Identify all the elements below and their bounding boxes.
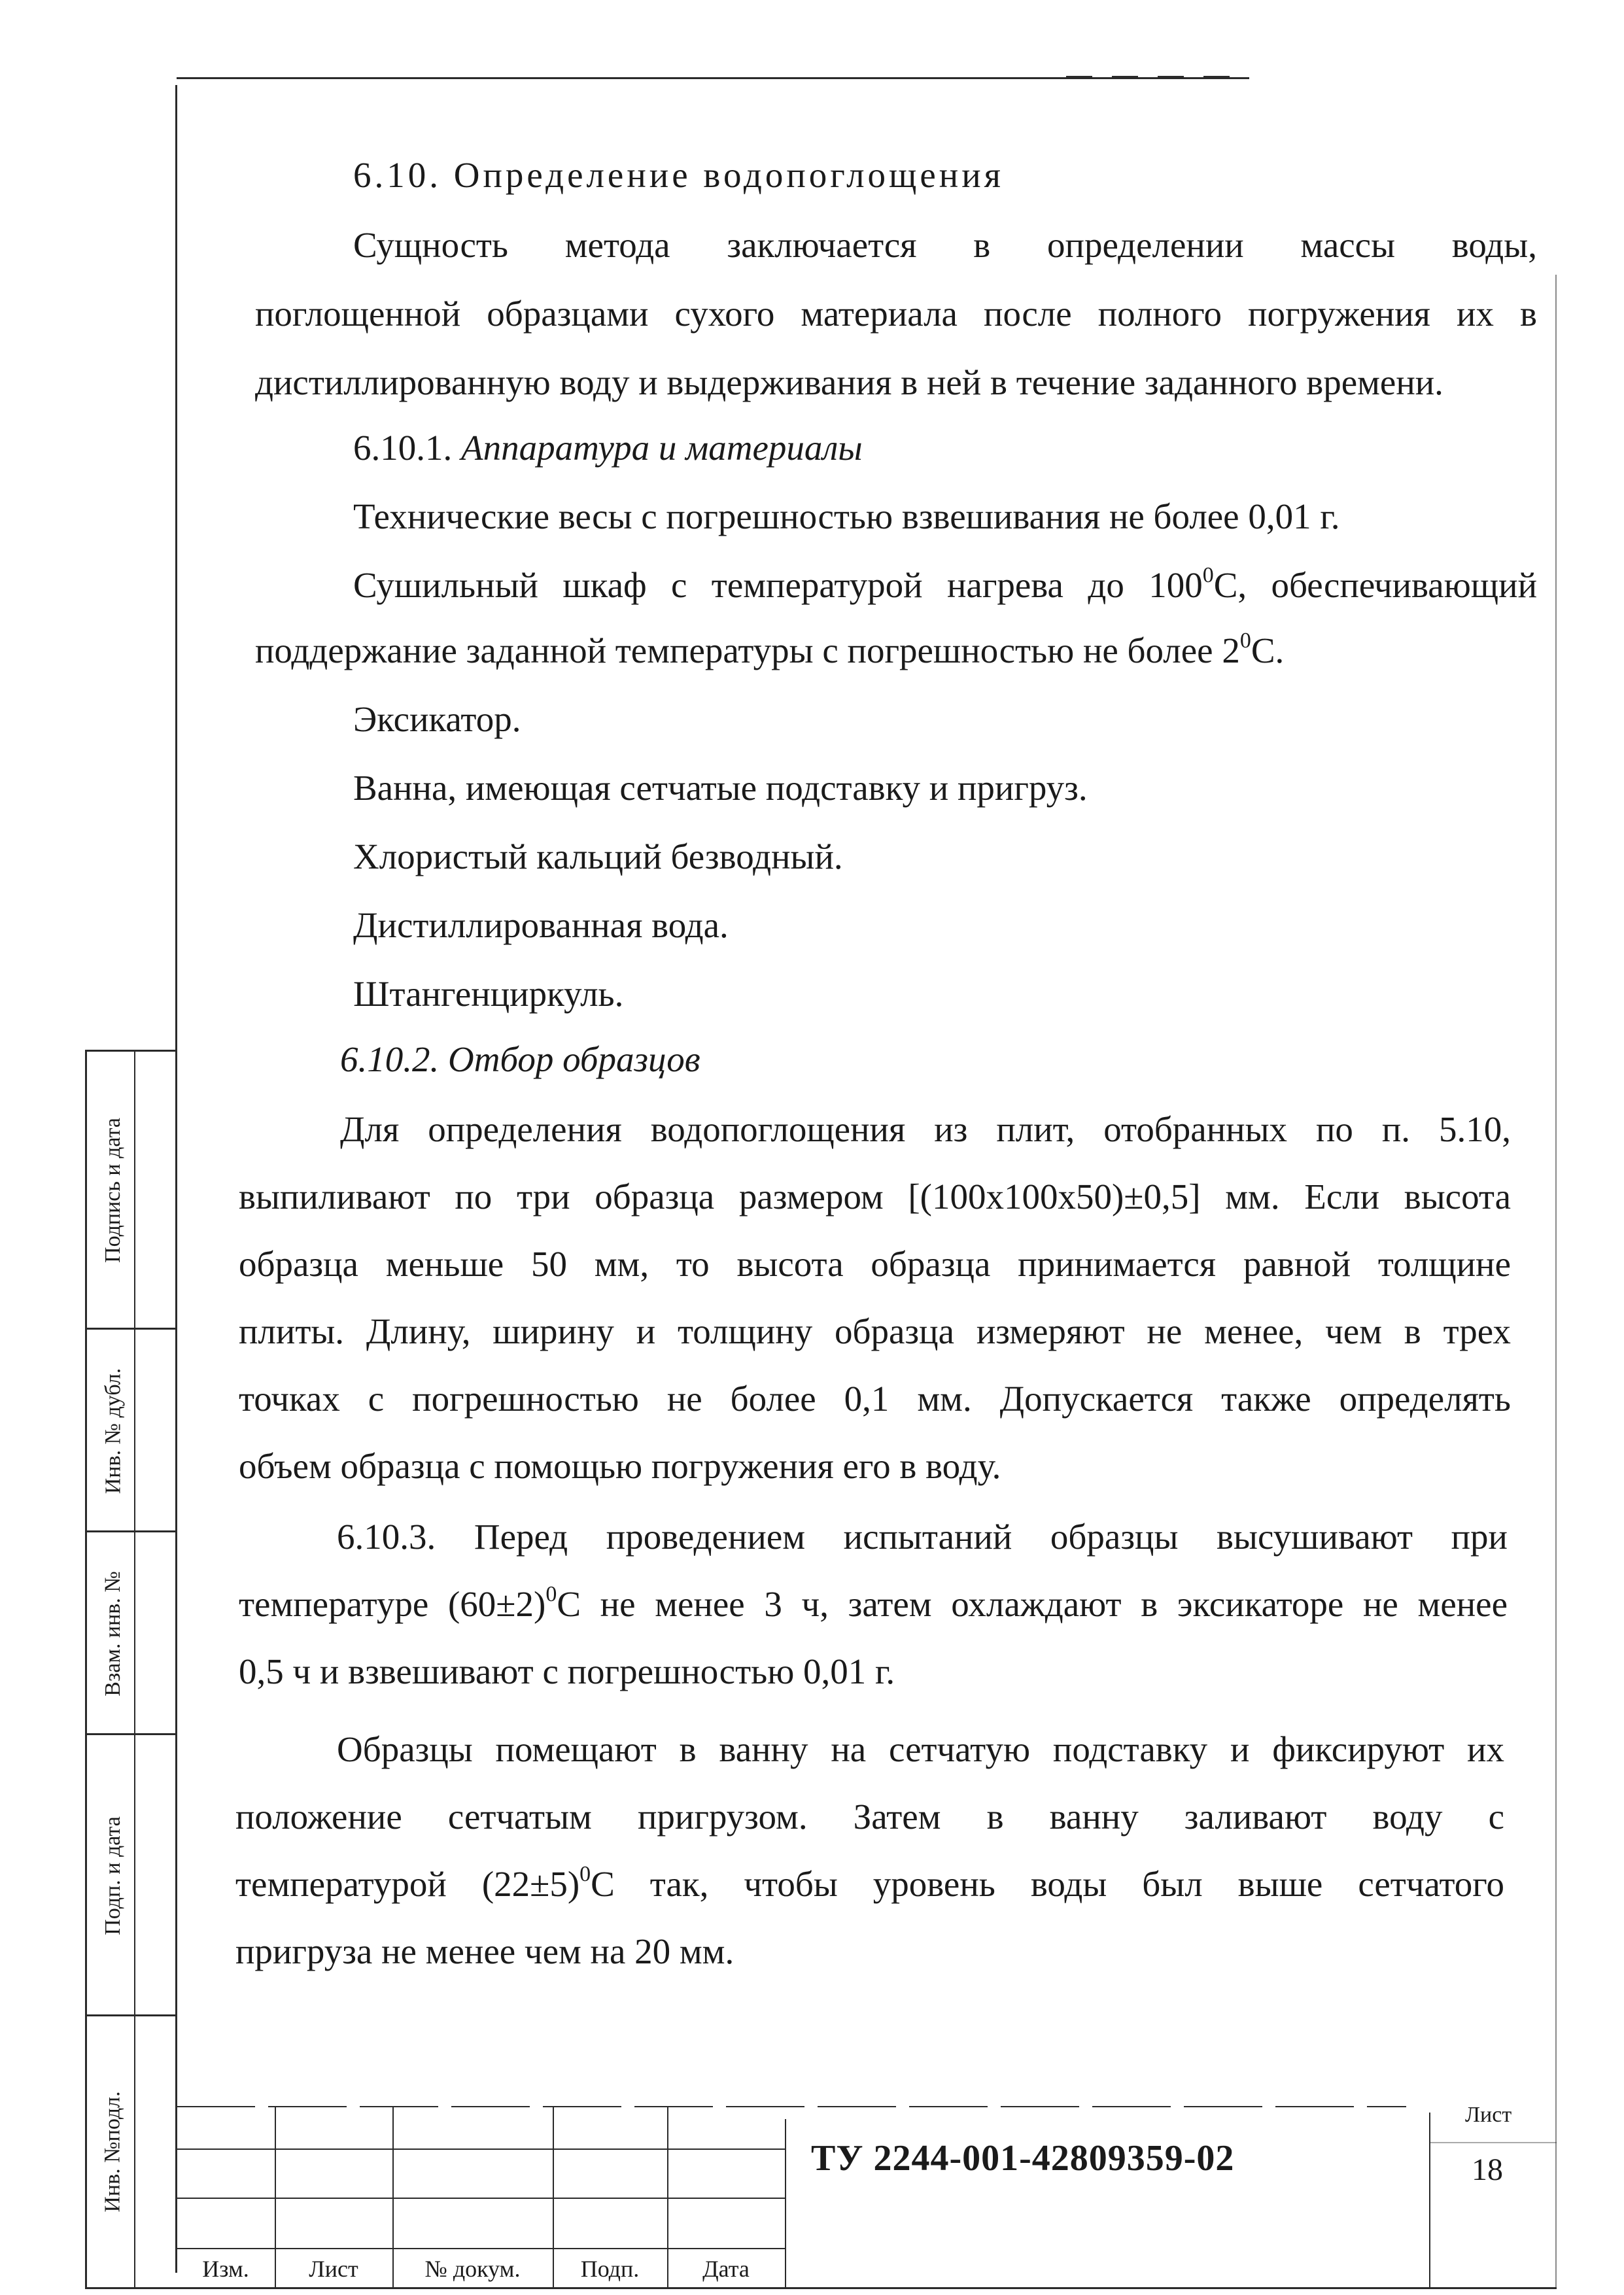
frame-top-dash xyxy=(1066,76,1236,77)
p2-line-5: точках с погрешностью не более 0,1 мм. Допускается также определять xyxy=(239,1379,1511,1419)
p2-line-2: выпиливают по три образца размером [(100x100x50)±0,5] мм. Если высота xyxy=(239,1177,1511,1217)
p4-line-4: пригруза не менее чем на 20 мм. xyxy=(235,1931,734,1971)
item-bath: Ванна, имеющая сетчатые подставку и пригруз. xyxy=(353,768,1088,808)
item-calcium-chloride: Хлористый кальций безводный. xyxy=(353,837,843,876)
side-strip-div-4 xyxy=(85,2014,177,2016)
p2-line-4: плиты. Длину, ширину и толщину образца измеряют не менее, чем в трех xyxy=(239,1311,1511,1351)
subsection-2-title: 6.10.2. Отбор образцов xyxy=(340,1039,700,1079)
side-label-orig-inv: Инв. №подл. xyxy=(101,2091,126,2213)
frame-top-line xyxy=(177,77,1249,79)
p3-line-2: температуре $(60\pm 2)^0С$ не менее 3 ч, затем охлаждают в эксикаторе не менее xyxy=(239,1581,1508,1624)
tb-top-line xyxy=(177,2106,1406,2107)
tb-col-date: Дата xyxy=(702,2256,750,2282)
p3-line-3: 0,5 ч и взвешивают с погрешностью 0,01 г. xyxy=(239,1651,895,1691)
side-strip-top xyxy=(85,1050,177,1052)
frame-right-line xyxy=(1555,275,1557,2289)
tb-row-line-1 xyxy=(177,2148,785,2150)
subsection-1-title: Аппаратура и материалы xyxy=(461,428,863,468)
p3-line-1: 6.10.3. Перед проведением испытаний образцы высушивают при xyxy=(337,1517,1508,1557)
subsection-1 xyxy=(353,428,1138,468)
p1-line-2: поглощенной образцами сухого материала после полного погружения их в xyxy=(255,294,1537,334)
subsection-1-number: 6.10.1. xyxy=(353,428,453,468)
p2-line-6: объем образца с помощью погружения его в воду. xyxy=(239,1446,1001,1486)
side-strip-outer-line xyxy=(85,1050,87,2289)
tb-col-change: Изм. xyxy=(202,2256,249,2282)
oven-line-1: Сушильный шкаф с температурой нагрева до $100^0С$, обеспечивающий xyxy=(353,562,1537,605)
tb-col-signature: Подп. xyxy=(580,2256,640,2282)
p1-line-3: дистиллированную воду и выдерживания в ней в течение заданного времени. xyxy=(255,362,1443,402)
frame-left-line xyxy=(175,85,177,2273)
item-caliper: Штангенциркуль. xyxy=(353,974,624,1014)
tb-col-doc-number: № докум. xyxy=(424,2256,521,2282)
side-strip-div-2 xyxy=(85,1530,177,1532)
p1-line-1: Сущность метода заключается в определении массы воды, xyxy=(353,225,1537,265)
side-strip-div-3 xyxy=(85,1733,177,1735)
tb-row-line-3 xyxy=(177,2248,785,2249)
side-label-dup-inv: Инв. № дубл. xyxy=(101,1368,126,1494)
sheet-label: Лист xyxy=(1465,2103,1512,2127)
tb-sheet-divider xyxy=(1429,2142,1557,2143)
oven-line-2: поддержание заданной температуры с погрешностью не более $2^0С$. xyxy=(255,628,1285,670)
document-code: ТУ 2244-001-42809359-02 xyxy=(811,2138,1235,2179)
tb-col-sheet xyxy=(1429,2113,1430,2288)
p2-line-1: Для определения водопоглощения из плит, отобранных по п. 5.10, xyxy=(340,1109,1511,1149)
p4-line-2: положение сетчатым пригрузом. Затем в ванну заливают воду с xyxy=(235,1797,1504,1837)
sheet-number: 18 xyxy=(1472,2152,1503,2187)
item-distilled-water: Дистиллированная вода. xyxy=(353,905,729,945)
p2-line-3: образца меньше 50 мм, то высота образца принимается равной толщине xyxy=(239,1244,1511,1284)
section-heading: 6.10. Определение водопоглощения xyxy=(353,155,1004,195)
p4-line-3: температурой $(22\pm 5)^0С$ так, чтобы уровень воды был выше сетчатого xyxy=(235,1861,1504,1904)
side-label-signature-date: Подпись и дата xyxy=(101,1118,125,1263)
tb-row-line-2 xyxy=(177,2198,785,2199)
p4-line-1: Образцы помещают в ванну на сетчатую подставку и фиксируют их xyxy=(337,1729,1504,1769)
side-strip-div-1 xyxy=(85,1328,177,1330)
tb-col-5 xyxy=(785,2119,786,2288)
scales-line: Технические весы с погрешностью взвешивания не более 0,01 г. xyxy=(353,496,1340,536)
side-label-sign-date: Подп. и дата xyxy=(101,1816,126,1935)
tb-col-sheet-label: Лист xyxy=(309,2256,358,2282)
item-desiccator: Эксикатор. xyxy=(353,699,521,739)
side-label-replace-inv: Взам. инв. № xyxy=(101,1570,126,1697)
